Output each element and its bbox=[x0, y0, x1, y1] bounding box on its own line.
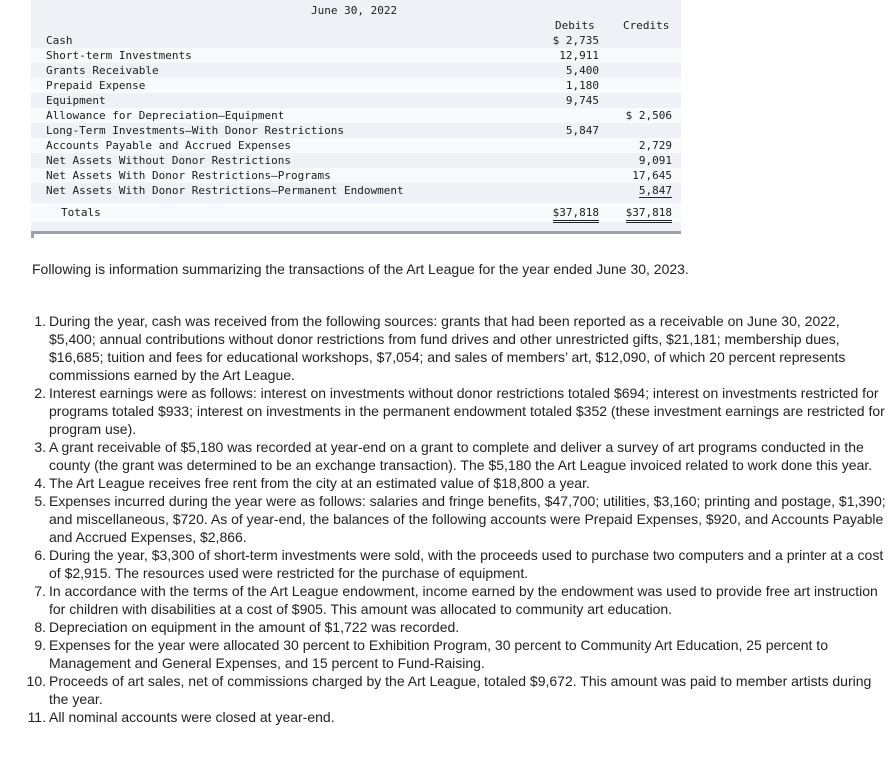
list-item bbox=[20, 546, 886, 582]
item-text: During the year, cash was received from the following sources: grants that had been reported as a receivable on June 30, 2022, $5,400; annual contributions without donor restrictions from fund drives and other unrestricted gifts, $21,181; membership dues, $16,685; tuition and fees for educational workshops, $7,054; and sales of members’ art, $12,090, of which 20 percent represents commissions earned by the Art League. bbox=[49, 313, 846, 383]
item-text: The Art League receives free rent from the city at an estimated value of $18,800 a year. bbox=[49, 475, 590, 491]
item-number: 3. bbox=[34, 439, 46, 455]
account-name: Long-Term Investments—With Donor Restrictions bbox=[46, 124, 345, 137]
item-text: A grant receivable of $5,180 was recorded at year-end on a grant to complete and deliver a survey of art programs conducted in the county (the grant was determined to be an exchange transaction). The $5,180 the Art League invoiced related to work done this year. bbox=[49, 439, 873, 473]
item-number: 11. bbox=[27, 709, 46, 725]
table-scrollbar[interactable] bbox=[31, 231, 681, 234]
debit-amount: 1,180 bbox=[565, 79, 599, 92]
item-text: During the year, $3,300 of short-term investments were sold, with the proceeds used to purchase two computers and a printer at a cost of $2,915. The resources used were restricted for the purchase of equipment. bbox=[49, 547, 884, 581]
totals-label: Totals bbox=[61, 206, 101, 219]
debit-amount: $ 2,735 bbox=[552, 34, 599, 47]
credits-header: Credits bbox=[623, 19, 670, 32]
list-item bbox=[20, 384, 886, 438]
account-name: Cash bbox=[46, 34, 73, 47]
scrollbar-end bbox=[31, 231, 34, 238]
table-row bbox=[31, 93, 681, 108]
total-credits: $37,818 bbox=[626, 206, 672, 223]
debit-amount: 5,847 bbox=[565, 124, 599, 137]
debit-amount: 9,745 bbox=[565, 94, 599, 107]
item-text: Expenses for the year were allocated 30 percent to Exhibition Program, 30 percent to Community Art Education, 25 percent to Management and General Expenses, and 15 percent to Fund-Raising. bbox=[49, 637, 828, 671]
intro-paragraph: Following is information summarizing the transactions of the Art League for the year ended June 30, 2023. bbox=[32, 261, 689, 277]
list-item bbox=[20, 312, 886, 384]
list-item bbox=[20, 618, 886, 636]
account-name: Grants Receivable bbox=[46, 64, 159, 77]
credit-amount: 17,645 bbox=[632, 169, 672, 182]
credit-amount: 2,729 bbox=[638, 139, 672, 152]
account-name: Allowance for Depreciation—Equipment bbox=[46, 109, 285, 122]
trial-balance-date: June 30, 2022 bbox=[311, 4, 398, 17]
item-number: 6. bbox=[34, 547, 46, 563]
item-number: 9. bbox=[34, 637, 46, 653]
trial-balance-table bbox=[31, 0, 681, 233]
credit-amount: $ 2,506 bbox=[625, 109, 672, 122]
account-name: Net Assets With Donor Restrictions—Permanent Endowment bbox=[46, 184, 404, 197]
table-row bbox=[31, 108, 681, 123]
item-number: 8. bbox=[34, 619, 46, 635]
account-name: Net Assets With Donor Restrictions—Programs bbox=[46, 169, 331, 182]
list-item bbox=[20, 474, 886, 492]
list-item bbox=[20, 708, 886, 726]
credit-amount: 9,091 bbox=[638, 154, 672, 167]
item-text: Interest earnings were as follows: interest on investments without donor restrictions totaled $694; interest on investments restricted for programs totaled $933; interest on investments in the permanent endowment totaled $352 (these investment earnings are restricted for program use). bbox=[49, 385, 885, 437]
item-number: 4. bbox=[34, 475, 46, 491]
total-debits: $37,818 bbox=[553, 206, 599, 223]
table-row bbox=[31, 138, 681, 153]
table-row bbox=[31, 33, 681, 48]
item-text: Proceeds of art sales, net of commissions charged by the Art League, totaled $9,672. This amount was paid to member artists during the year. bbox=[49, 673, 872, 707]
totals-row bbox=[31, 203, 681, 222]
item-text: In accordance with the terms of the Art League endowment, income earned by the endowment was used to provide free art instruction for children with disabilities at a cost of $905. This amount was allocated to community art education. bbox=[49, 583, 878, 617]
item-number: 7. bbox=[34, 583, 46, 599]
table-row bbox=[31, 48, 681, 63]
account-name: Prepaid Expense bbox=[46, 79, 146, 92]
table-row bbox=[31, 183, 681, 198]
list-item bbox=[20, 672, 886, 708]
list-item bbox=[20, 582, 886, 618]
item-number: 1. bbox=[34, 313, 46, 329]
table-row bbox=[31, 123, 681, 138]
debits-header: Debits bbox=[555, 19, 595, 32]
item-number: 5. bbox=[34, 493, 46, 509]
list-item bbox=[20, 636, 886, 672]
item-text: Depreciation on equipment in the amount of $1,722 was recorded. bbox=[49, 619, 460, 635]
account-name: Short-term Investments bbox=[46, 49, 192, 62]
table-row bbox=[31, 63, 681, 78]
debit-amount: 5,400 bbox=[565, 64, 599, 77]
credit-amount: 5,847 bbox=[638, 184, 672, 197]
list-item bbox=[20, 492, 886, 546]
item-number: 2. bbox=[34, 385, 46, 401]
transaction-list bbox=[20, 312, 886, 726]
item-text: All nominal accounts were closed at year-end. bbox=[49, 709, 335, 725]
account-name: Accounts Payable and Accrued Expenses bbox=[46, 139, 292, 152]
table-row bbox=[31, 153, 681, 168]
item-text: Expenses incurred during the year were as follows: salaries and fringe benefits, $47,700; utilities, $3,160; printing and postage, $1,390; and miscellaneous, $720. As of year-end, the balances of the following accounts were Prepaid Expenses, $920, and Accounts Payable and Accrued Expenses, $2,866. bbox=[49, 493, 886, 545]
debit-amount: 12,911 bbox=[559, 49, 599, 62]
item-number: 10. bbox=[26, 673, 46, 689]
list-item bbox=[20, 438, 886, 474]
account-name: Net Assets Without Donor Restrictions bbox=[46, 154, 292, 167]
table-row bbox=[31, 78, 681, 93]
table-row bbox=[31, 168, 681, 183]
account-name: Equipment bbox=[46, 94, 106, 107]
